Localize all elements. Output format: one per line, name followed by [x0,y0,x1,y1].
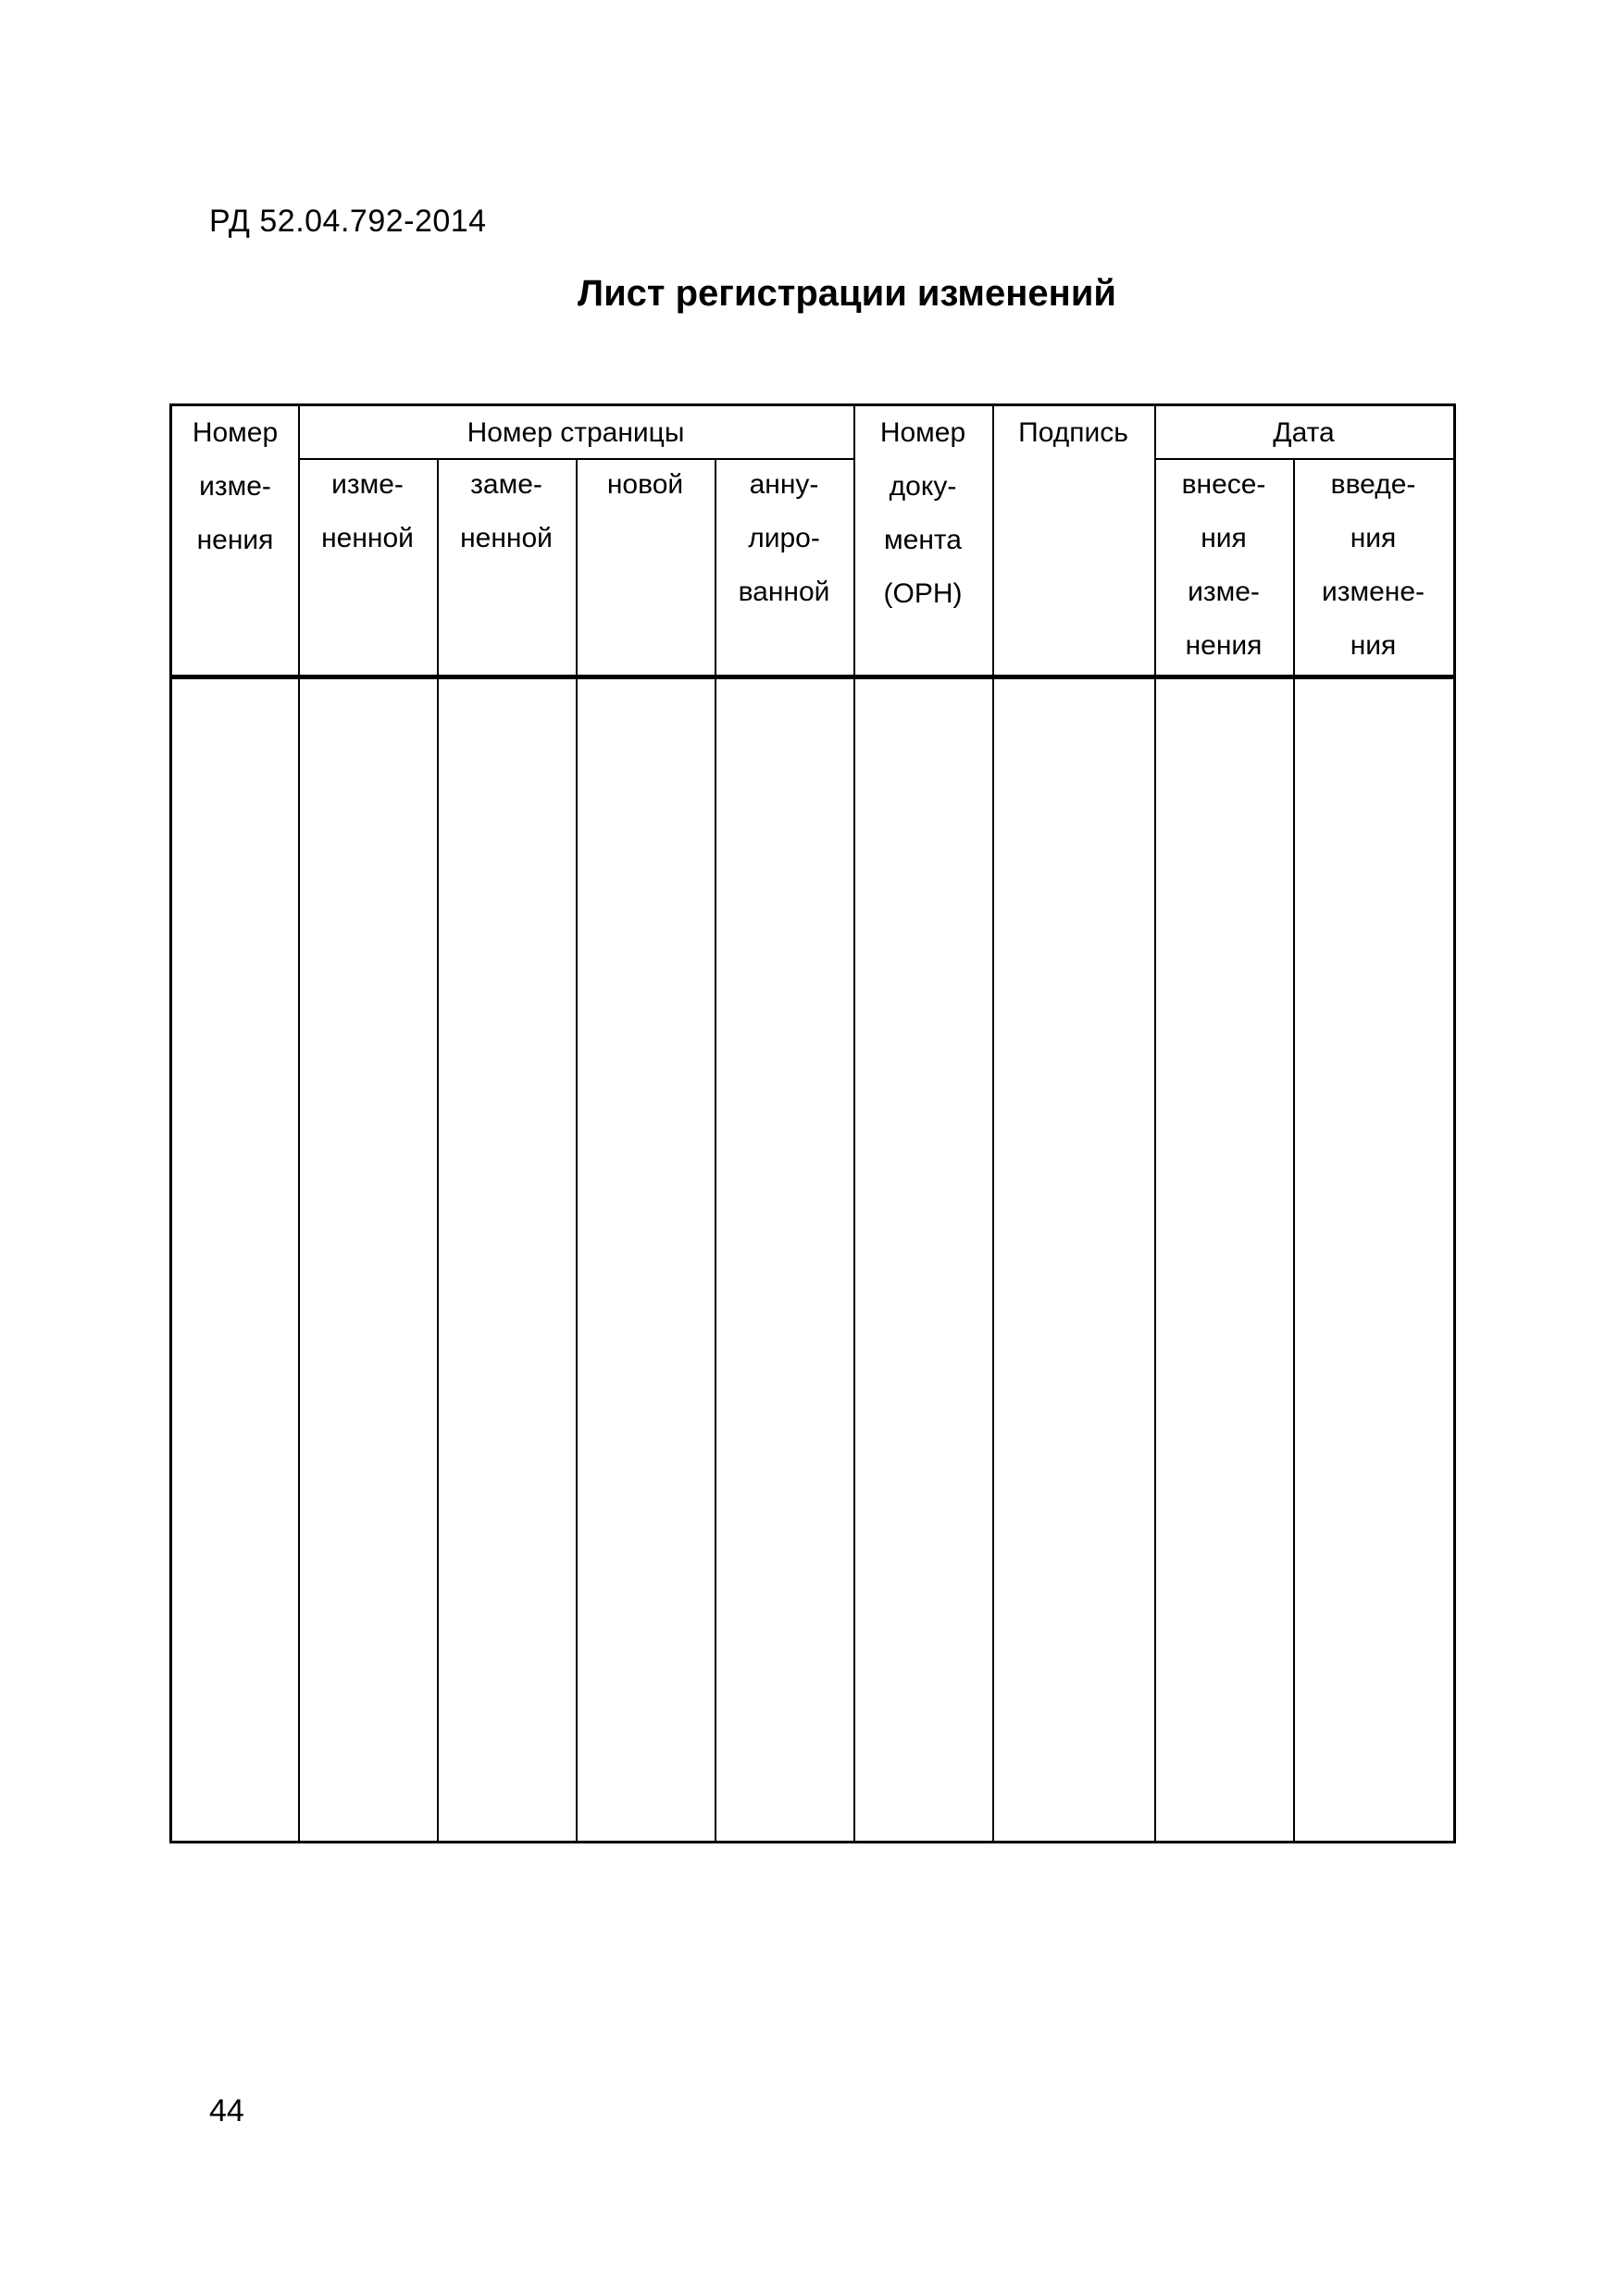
header-page-changed: изме- ненной [321,469,414,553]
header-date-entry: внесе- ния изме- нения [1181,469,1266,661]
header-page-replaced: заме- ненной [460,469,553,553]
document-title: Лист регистрации изменений [578,273,1116,314]
document-code: РД 52.04.792-2014 [209,204,487,239]
header-document-number: Номер доку- мента (ОРН) [879,417,966,609]
page-number: 44 [209,2093,244,2128]
header-date-effective: введе- ния измене- ния [1321,469,1425,661]
header-page-annulled: анну- лиро- ванной [738,469,830,607]
header-date-group: Дата [1273,417,1335,448]
header-page-number-group: Номер страницы [467,417,685,448]
header-page-new: новой [606,469,684,500]
header-signature: Подпись [1018,417,1128,448]
header-change-number: Номер изме- нения [192,417,279,555]
table-body [172,679,1453,1841]
change-register-table [169,403,1456,1843]
